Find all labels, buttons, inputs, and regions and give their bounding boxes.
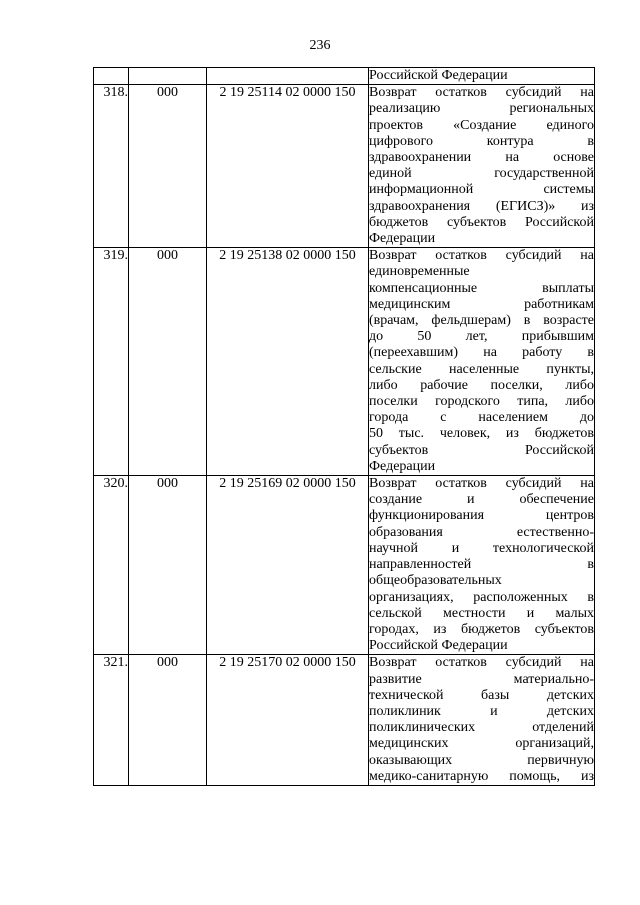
income-name-line: Возврат остатков субсидий на	[369, 655, 594, 671]
income-name-line: 50 тыс. человек, из бюджетов	[369, 426, 594, 442]
income-name-cell	[369, 248, 595, 476]
row-number-cell: 321.	[94, 655, 129, 786]
administrator-code-cell: 000	[129, 248, 207, 476]
income-name-line: Федерации	[369, 458, 436, 474]
income-name-line: Российской Федерации	[369, 68, 508, 83]
administrator-code-cell: 000	[129, 655, 207, 786]
row-number-cell	[94, 68, 129, 85]
page-number: 236	[309, 38, 331, 53]
income-name-line: Возврат остатков субсидий на	[369, 476, 594, 492]
income-name-line: городах, из бюджетов субъектов	[369, 621, 594, 637]
income-name-line: научной и технологической	[369, 540, 594, 556]
income-name-line: бюджетов субъектов Российской	[369, 214, 594, 230]
income-name-line: технической базы детских	[369, 687, 594, 703]
income-name-line: единовременные	[369, 264, 470, 280]
income-name-line: здравоохранении на основе	[369, 150, 594, 166]
budget-code-cell: 2 19 25169 02 0000 150	[207, 476, 369, 655]
income-name-line: сельские населенные пункты,	[369, 361, 594, 377]
income-name-line: медико-санитарную помощь, из	[369, 768, 594, 784]
income-name-line: (врачам, фельдшерам) в возрасте	[369, 313, 594, 329]
administrator-code-cell: 000	[129, 476, 207, 655]
income-name-line: информационной системы	[369, 182, 594, 198]
row-number-cell: 319.	[94, 248, 129, 476]
income-name-line: общеобразовательных	[369, 573, 502, 589]
income-name-line: компенсационные выплаты	[369, 280, 594, 296]
income-name-line: реализацию региональных	[369, 101, 594, 117]
income-name-line: направленностей в	[369, 557, 594, 573]
income-name-line: Российской Федерации	[369, 638, 508, 654]
income-name-line: функционирования центров	[369, 508, 594, 524]
income-name-cell	[369, 655, 595, 786]
table-row	[94, 476, 595, 655]
income-name-line: единой государственной	[369, 166, 594, 182]
income-name-line: создание и обеспечение	[369, 492, 594, 508]
table-row	[94, 85, 595, 248]
income-name-line: оказывающих первичную	[369, 752, 594, 768]
income-name-cell	[369, 68, 595, 85]
budget-code-cell: 2 19 25114 02 0000 150	[207, 85, 369, 248]
income-name-line: до 50 лет, прибывшим	[369, 329, 594, 345]
table-row	[94, 248, 595, 476]
income-name-line: субъектов Российской	[369, 442, 594, 458]
table-row-continuation	[94, 68, 595, 85]
row-number-cell: 318.	[94, 85, 129, 248]
income-name-line: поселки городского типа, либо	[369, 394, 594, 410]
table-row	[94, 655, 595, 786]
budget-code-cell	[207, 68, 369, 85]
income-name-line: Возврат остатков субсидий на	[369, 248, 594, 264]
income-name-line: Возврат остатков субсидий на	[369, 85, 594, 101]
income-name-line: медицинским работникам	[369, 296, 594, 312]
income-name-cell	[369, 476, 595, 655]
income-name-line: города с населением до	[369, 410, 594, 426]
income-name-line: цифрового контура в	[369, 133, 594, 149]
income-name-line: проектов «Создание единого	[369, 117, 594, 133]
administrator-code-cell	[129, 68, 207, 85]
budget-code-cell: 2 19 25170 02 0000 150	[207, 655, 369, 786]
income-name-line: сельской местности и малых	[369, 605, 594, 621]
administrator-code-cell: 000	[129, 85, 207, 248]
income-name-line: медицинских организаций,	[369, 736, 594, 752]
income-name-line: организациях, расположенных в	[369, 589, 594, 605]
income-name-line: здравоохранения (ЕГИСЗ)» из	[369, 198, 594, 214]
income-name-line: образования естественно-	[369, 524, 594, 540]
row-number-cell: 320.	[94, 476, 129, 655]
income-name-line: (переехавшим) на работу в	[369, 345, 594, 361]
income-name-line: либо рабочие поселки, либо	[369, 377, 594, 393]
income-name-line: развитие материально-	[369, 671, 594, 687]
budget-code-cell: 2 19 25138 02 0000 150	[207, 248, 369, 476]
income-name-cell	[369, 85, 595, 248]
income-name-line: поликлинических отделений	[369, 720, 594, 736]
income-name-line: Федерации	[369, 231, 436, 247]
income-name-line: поликлиник и детских	[369, 703, 594, 719]
budget-classification-table	[93, 67, 595, 786]
